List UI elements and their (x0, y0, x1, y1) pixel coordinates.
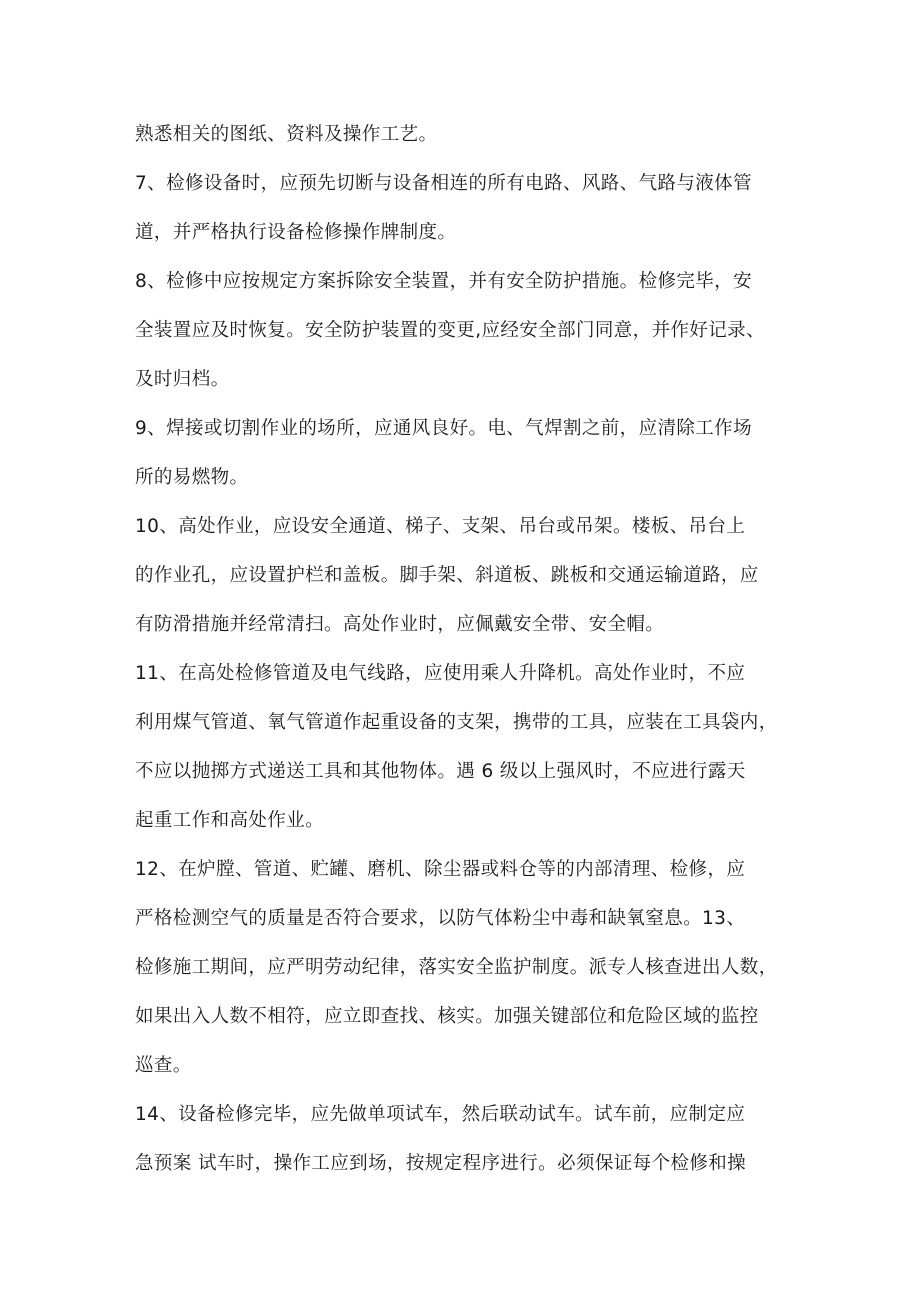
text-line: 12、在炉膛、管道、贮罐、磨机、除尘器或料仓等的内部清理、检修，应 (135, 859, 746, 880)
text-line: 利用煤气管道、氧气管道作起重设备的支架，携带的工具，应装在工具袋内， (135, 712, 778, 733)
text-line: 熟悉相关的图纸、资料及操作工艺。 (135, 124, 438, 145)
text-line: 检修施工期间，应严明劳动纪律，落实安全监护制度。派专人核查进出人数， (135, 957, 778, 978)
text-line: 不应以抛掷方式递送工具和其他物体。遇 6 级以上强风时，不应进行露天 (135, 761, 746, 782)
text-line: 的作业孔，应设置护栏和盖板。脚手架、斜道板、跳板和交通运输道路，应 (135, 565, 759, 586)
text-line: 及时归档。 (135, 369, 230, 390)
text-line: 全装置应及时恢复。安全防护装置的变更,应经安全部门同意，并作好记录、 (135, 320, 765, 341)
text-line: 9、焊接或切割作业的场所，应通风良好。电、气焊割之前，应清除工作场 (135, 418, 752, 439)
text-line: 7、检修设备时，应预先切断与设备相连的所有电路、风路、气路与液体管 (135, 173, 752, 194)
text-line: 起重工作和高处作业。 (135, 810, 325, 831)
text-line: 有防滑措施并经常清扫。高处作业时，应佩戴安全带、安全帽。 (135, 614, 665, 635)
document-body (135, 110, 800, 1188)
text-line: 所的易燃物。 (135, 467, 249, 488)
text-line: 11、在高处检修管道及电气线路，应使用乘人升降机。高处作业时，不应 (135, 663, 746, 684)
text-line: 道，并严格执行设备检修操作牌制度。 (135, 222, 457, 243)
text-line: 10、高处作业，应设安全通道、梯子、支架、吊台或吊架。楼板、吊台上 (135, 516, 746, 537)
text-line: 巡查。 (135, 1055, 192, 1076)
text-line: 严格检测空气的质量是否符合要求，以防气体粉尘中毒和缺氧窒息。13、 (135, 908, 746, 929)
text-line: 如果出入人数不相符，应立即查找、核实。加强关键部位和危险区域的监控 (135, 1006, 759, 1027)
text-line: 急预案 试车时，操作工应到场，按规定程序进行。必须保证每个检修和操 (135, 1153, 747, 1174)
text-line: 14、设备检修完毕，应先做单项试车，然后联动试车。试车前，应制定应 (135, 1104, 746, 1125)
text-line: 8、检修中应按规定方案拆除安全装置，并有安全防护措施。检修完毕，安 (135, 271, 752, 292)
